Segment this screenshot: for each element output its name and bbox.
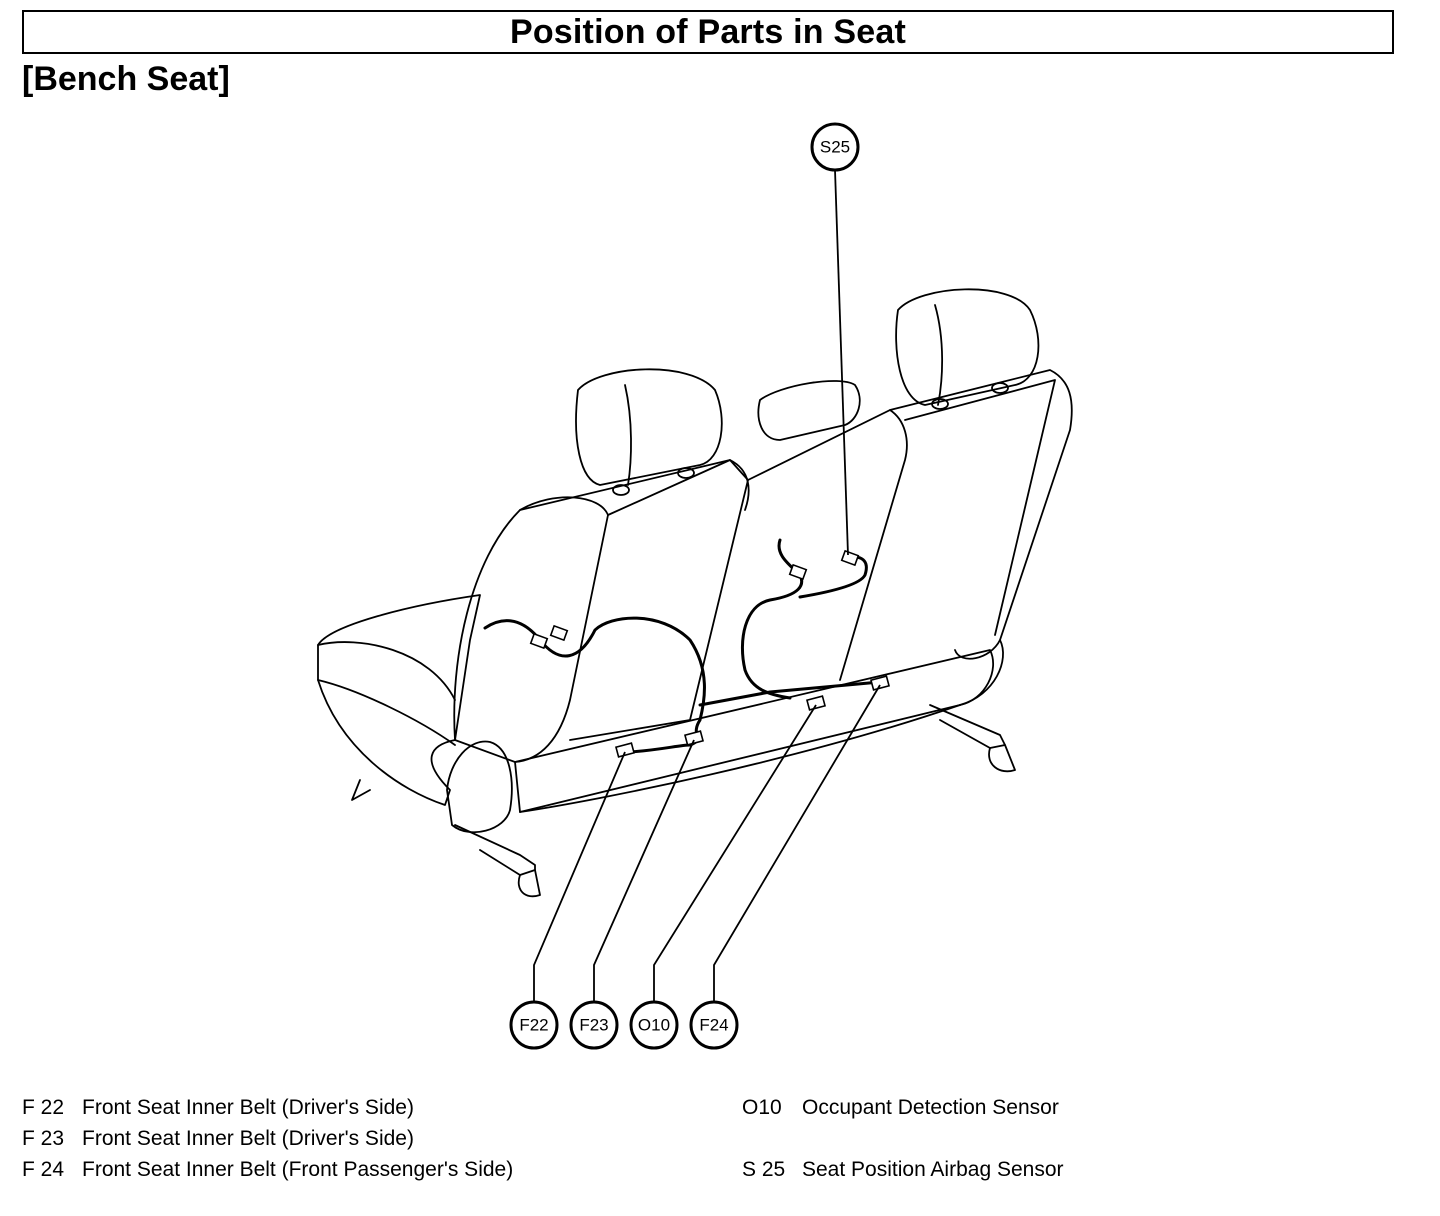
seat-base-panel <box>515 650 993 812</box>
leader-s25 <box>835 170 848 555</box>
section-subtitle: [Bench Seat] <box>22 60 230 98</box>
legend-item-s25 <box>742 1158 1064 1182</box>
connector-left-2 <box>551 626 568 640</box>
connector-f22 <box>616 743 634 757</box>
legend-code: O10 <box>742 1096 782 1119</box>
legend-code: S 25 <box>742 1158 786 1181</box>
connector-f23 <box>685 731 703 745</box>
middle-harness <box>742 540 801 698</box>
connector-s25 <box>842 551 859 565</box>
callout-label-s25: S25 <box>819 137 851 157</box>
right-seatback <box>890 370 1072 659</box>
callout-label-f22: F22 <box>519 1015 549 1035</box>
left-rear-hook <box>352 780 370 800</box>
left-headrest-crease <box>625 385 631 485</box>
legend-code: F 24 <box>22 1158 65 1181</box>
middle-back-right <box>748 410 907 680</box>
callout-label-f23: F23 <box>579 1015 609 1035</box>
middle-back-panel <box>570 460 748 740</box>
leader-f23 <box>594 740 694 1002</box>
right-seatback-inner <box>905 380 1055 635</box>
right-seatback-side <box>960 640 1003 705</box>
legend-item-f22 <box>22 1096 414 1120</box>
connector-left-1 <box>531 634 548 648</box>
legend-item-f23 <box>22 1127 414 1151</box>
callout-label-f24: F24 <box>699 1015 729 1035</box>
legend-code: F 23 <box>22 1127 65 1150</box>
callout-label-o10: O10 <box>637 1015 671 1035</box>
legend-item-f24 <box>22 1158 513 1182</box>
connector-middle <box>790 565 807 579</box>
left-harness <box>485 618 704 752</box>
right-rail-foot <box>989 745 1015 771</box>
legend-desc: Front Seat Inner Belt (Driver's Side) <box>82 1096 414 1119</box>
legend-item-o10 <box>742 1096 1059 1120</box>
legend-desc: Front Seat Inner Belt (Driver's Side) <box>82 1127 414 1150</box>
leader-o10 <box>654 705 816 1002</box>
legend-desc: Seat Position Airbag Sensor <box>802 1158 1064 1181</box>
right-headrest <box>896 289 1038 405</box>
page-title: Position of Parts in Seat <box>22 10 1394 54</box>
legend-desc: Front Seat Inner Belt (Front Passenger's Side) <box>82 1158 514 1181</box>
connector-o10 <box>807 696 825 710</box>
left-headrest-post-2 <box>678 468 694 478</box>
right-headrest-crease <box>935 305 942 405</box>
lower-harness <box>700 682 880 705</box>
seat-cushion-front <box>318 680 455 745</box>
left-bolster <box>447 742 512 833</box>
seat-cushion-top <box>318 642 455 700</box>
legend-code: F 22 <box>22 1096 65 1119</box>
leader-f24 <box>714 685 880 1002</box>
right-headrest-post <box>932 399 948 409</box>
legend-desc: Occupant Detection Sensor <box>802 1096 1059 1119</box>
